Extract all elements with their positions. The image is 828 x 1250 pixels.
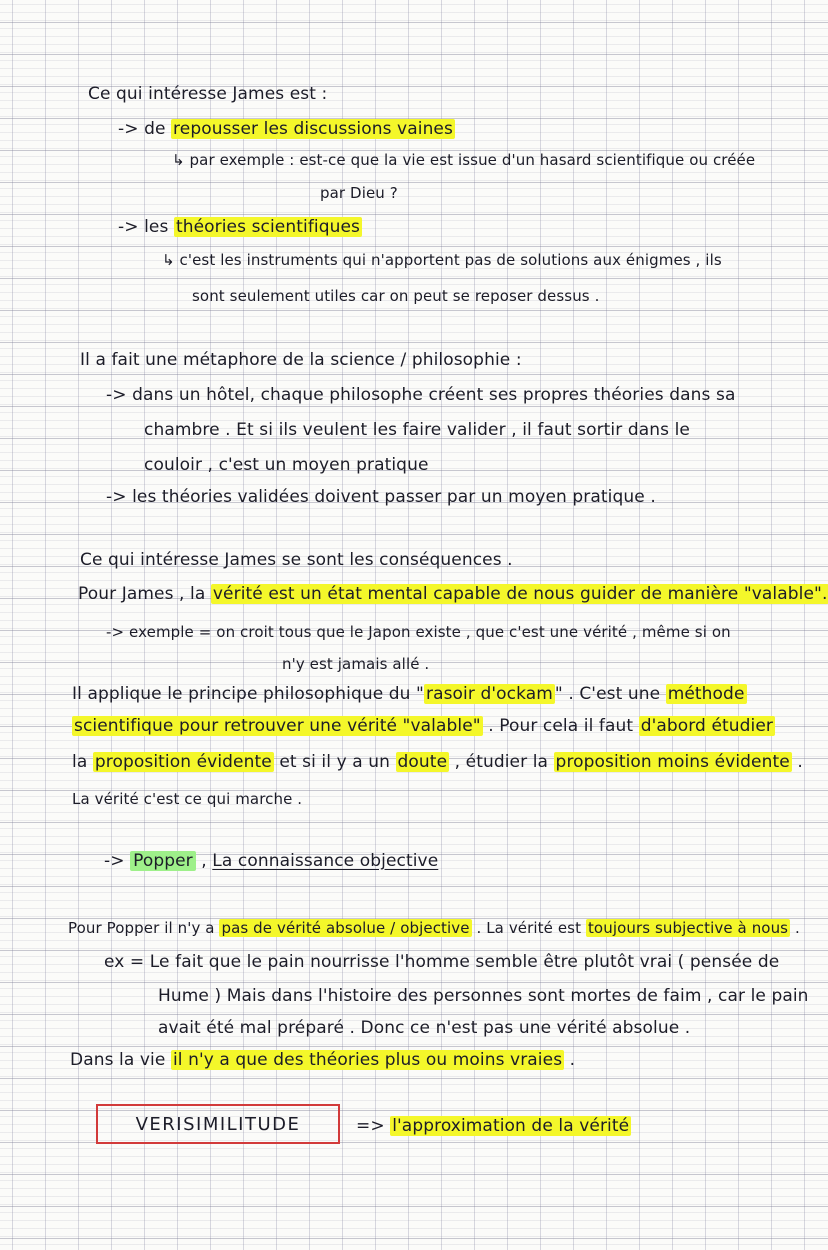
highlight-methode: méthode xyxy=(667,684,745,704)
verite-ce-qui-marche: La vérité c'est ce qui marche . xyxy=(72,790,303,808)
example-japon-cont: n'y est jamais allé . xyxy=(282,655,430,673)
metaphor-validees: -> les théories validées doivent passer par un moyen pratique . xyxy=(106,487,656,507)
metaphor-hotel: -> dans un hôtel, chaque philosophe créent ses propres théories dans sa xyxy=(106,385,736,405)
example-pain-cont2: avait été mal préparé . Donc ce n'est pas une vérité absolue . xyxy=(158,1018,691,1038)
theories-instruments-cont: sont seulement utiles car on peut se reposer dessus . xyxy=(192,287,600,305)
highlight-toujours-subjective: toujours subjective à nous xyxy=(587,919,789,937)
highlight-doute: doute xyxy=(397,752,448,772)
example-pain-cont1: Hume ) Mais dans l'histoire des personnes sont mortes de faim , car le pain xyxy=(158,986,809,1006)
highlight-repousser: repousser les discussions vaines xyxy=(173,119,453,139)
highlight-scientifique-retrouver: scientifique pour retrouver une vérité "valable" xyxy=(74,716,481,736)
heading-james-interest: Ce qui intéresse James est : xyxy=(88,84,328,104)
verisimilitude-box xyxy=(96,1104,340,1144)
highlight-dabord-etudier: d'abord étudier xyxy=(640,716,774,736)
highlight-proposition-evidente: proposition évidente xyxy=(94,752,272,772)
highlight-verite-etat-mental: vérité est un état mental capable de nous guider de manière "valable". xyxy=(212,584,828,604)
popper-heading: -> Popper , La connaissance objective xyxy=(104,851,439,871)
example-pain: ex = Le fait que le pain nourrisse l'homme semble être plutôt vrai ( pensée de xyxy=(104,952,780,972)
verisimilitude-label: VERISIMILITUDE xyxy=(135,1113,301,1135)
bullet-theories: -> les théories scientifiques xyxy=(118,217,361,237)
metaphor-heading: Il a fait une métaphore de la science / philosophie : xyxy=(80,350,522,370)
ockham-line2: scientifique pour retrouver une vérité "valable" . Pour cela il faut d'abord étudier xyxy=(74,716,774,736)
theories-instruments: ↳ c'est les instruments qui n'apportent pas de solutions aux énigmes , ils xyxy=(162,251,722,269)
highlight-theories-scientifiques: théories scientifiques xyxy=(175,217,361,237)
verite-definition: Pour James , la vérité est un état mental capable de nous guider de manière "valable". xyxy=(78,584,828,604)
ockham-line1: Il applique le principe philosophique du " rasoir d'ockam " . C'est une méthode xyxy=(72,684,745,704)
consequences-heading: Ce qui intéresse James se sont les conséquences . xyxy=(80,550,513,570)
example-hasard-cont: par Dieu ? xyxy=(320,184,398,202)
ockham-line3: la proposition évidente et si il y a un doute , étudier la proposition moins évidente . xyxy=(72,752,803,772)
verisimilitude-definition: => l'approximation de la vérité xyxy=(356,1116,630,1136)
metaphor-hotel-cont2: couloir , c'est un moyen pratique xyxy=(144,455,429,475)
highlight-pas-de-verite-absolue: pas de vérité absolue / objective xyxy=(221,919,470,937)
connaissance-objective: La connaissance objective xyxy=(212,851,439,871)
popper-verite: Pour Popper il n'y a pas de vérité absolue / objective . La vérité est toujours subjective à nous . xyxy=(68,919,800,937)
highlight-theories-plus-ou-moins-vraies: il n'y a que des théories plus ou moins vraies xyxy=(172,1050,563,1070)
example-japon: -> exemple = on croit tous que le Japon existe , que c'est une vérité , même si on xyxy=(106,623,731,641)
bullet-repousser: -> de repousser les discussions vaines xyxy=(118,119,453,139)
highlight-popper: Popper xyxy=(130,851,196,871)
highlight-rasoir-ockham: rasoir d'ockam xyxy=(425,684,553,704)
metaphor-hotel-cont1: chambre . Et si ils veulent les faire valider , il faut sortir dans le xyxy=(144,420,690,440)
highlight-proposition-moins-evidente: proposition moins évidente xyxy=(555,752,790,772)
vie-theories: Dans la vie il n'y a que des théories plus ou moins vraies . xyxy=(70,1050,576,1070)
highlight-approximation: l'approximation de la vérité xyxy=(392,1116,630,1136)
example-hasard: ↳ par exemple : est-ce que la vie est issue d'un hasard scientifique ou créée xyxy=(172,151,756,169)
